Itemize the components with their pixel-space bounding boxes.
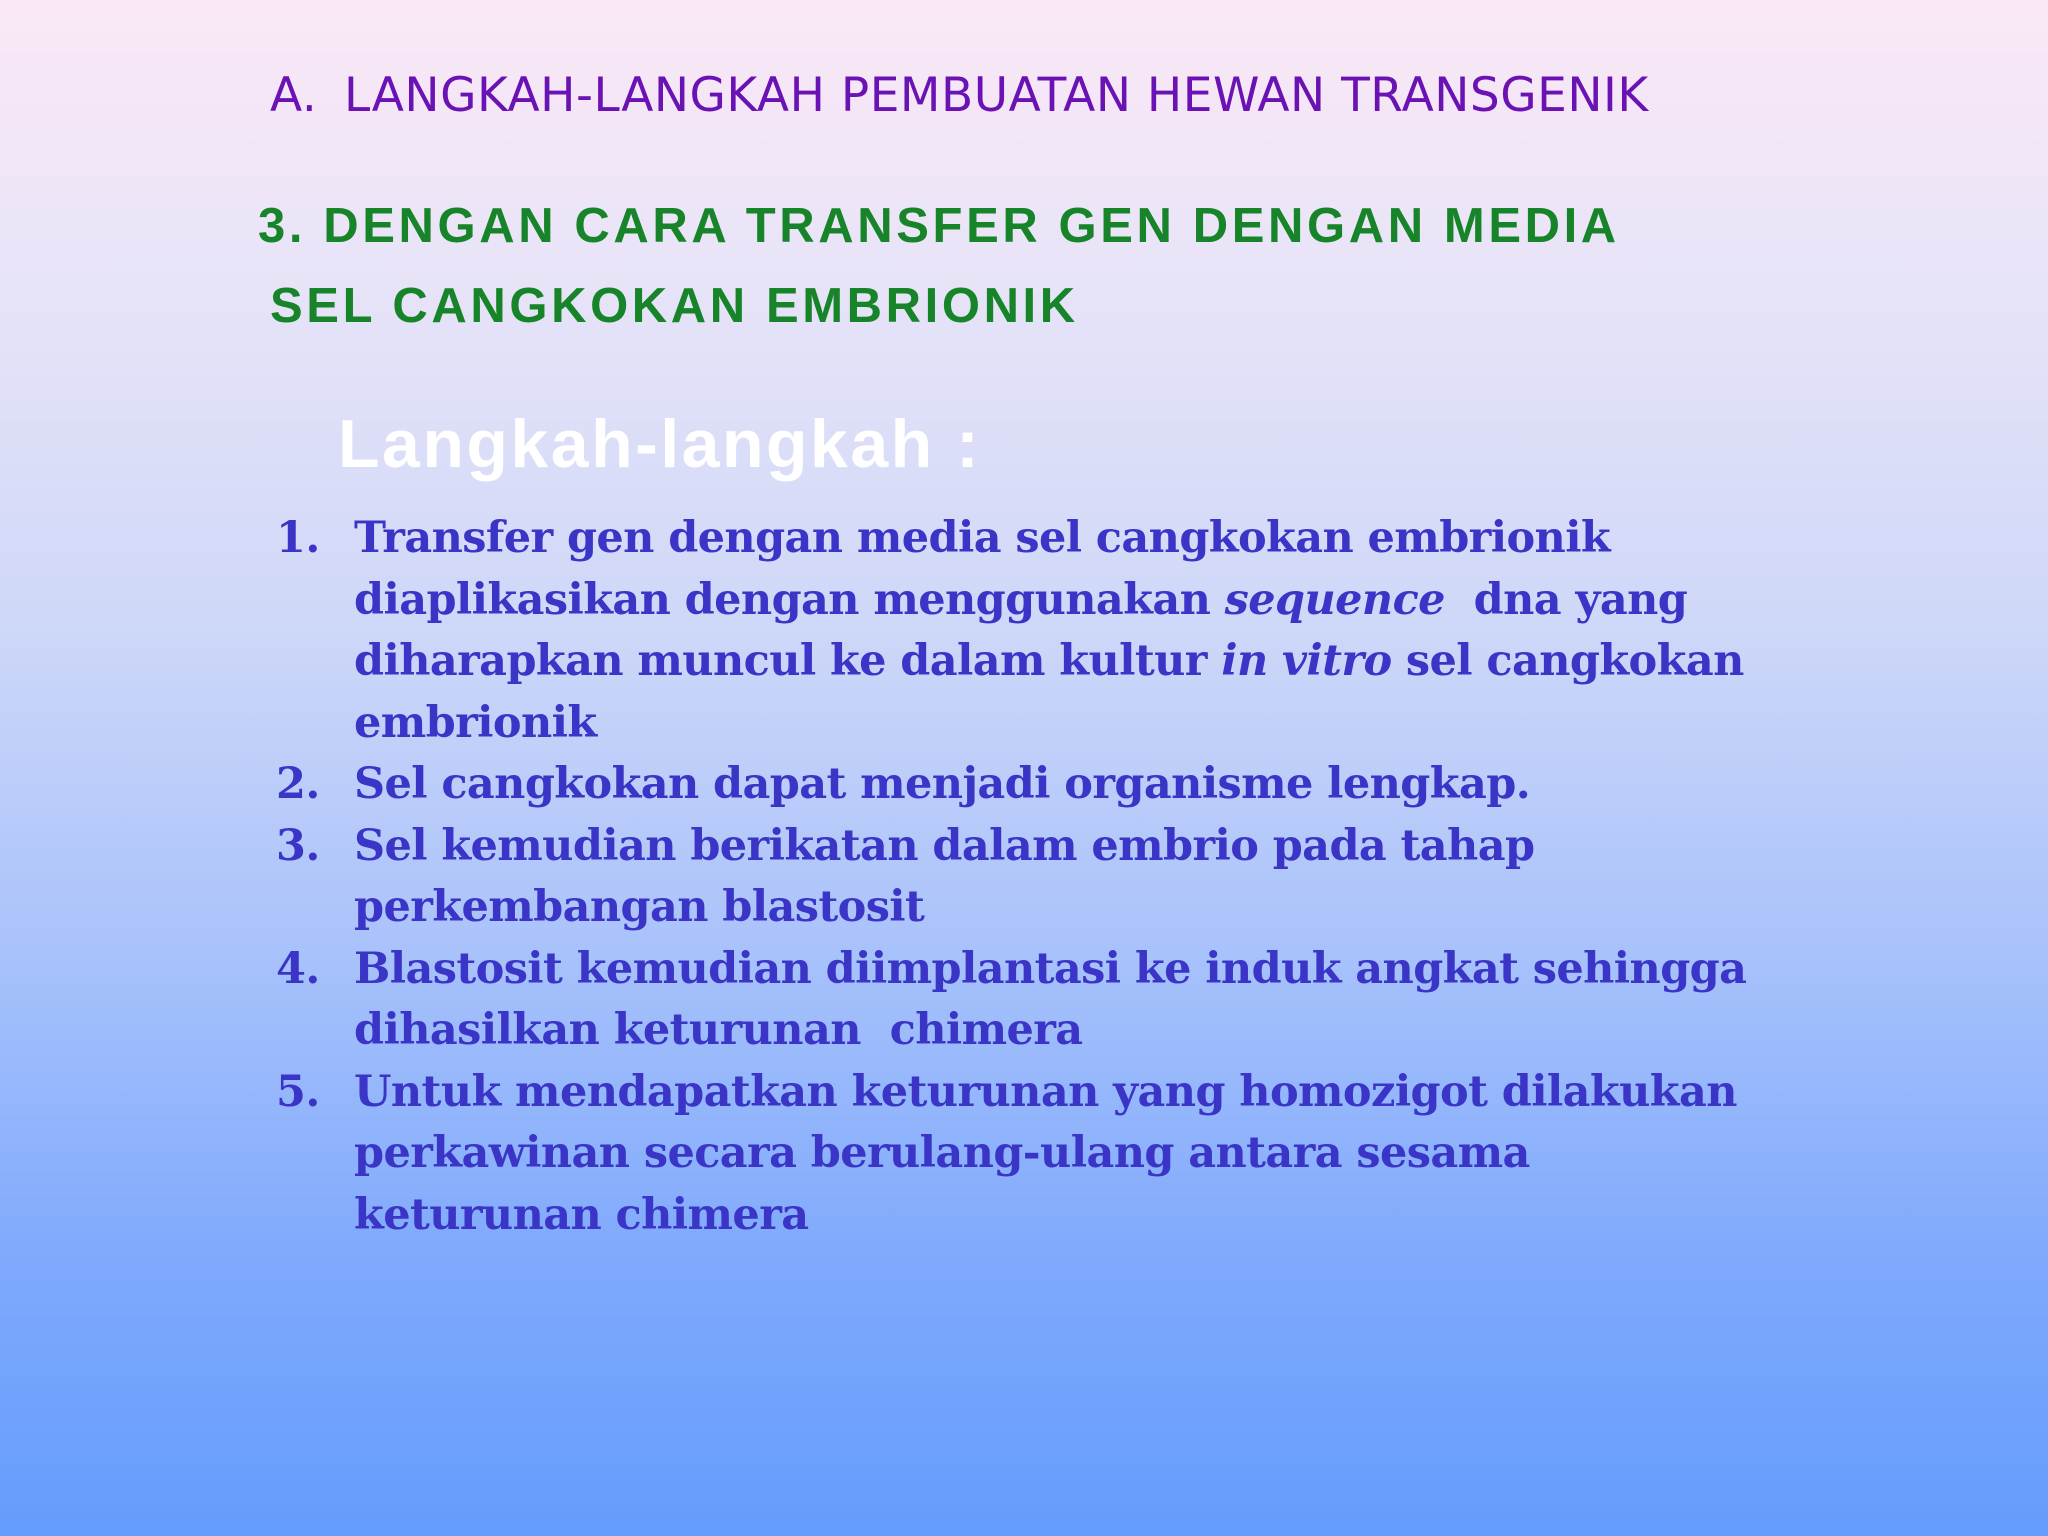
step-text — [354, 816, 1756, 939]
step-line: Sel kemudian berikatan dalam embrio pada tahap — [354, 820, 1535, 871]
step-number: 5. — [276, 1066, 320, 1117]
step-line: dihasilkan keturunan chimera — [354, 1005, 1083, 1055]
step-number: 3. — [276, 820, 320, 871]
section-heading — [270, 68, 1649, 123]
step-line: dna yang — [1444, 574, 1688, 625]
subheading-line-1: 3. DENGAN CARA TRANSFER GEN DENGAN MEDIA — [258, 199, 1620, 253]
step-line: perkawinan secara berulang-ulang antara sesama — [354, 1128, 1530, 1178]
list-item — [276, 816, 1756, 939]
step-line: Transfer gen dengan media sel cangkokan embrionik — [354, 513, 1611, 563]
step-line: diaplikasikan dengan menggunakan — [354, 574, 1225, 625]
step-text — [354, 508, 1756, 754]
step-line: Untuk mendapatkan keturunan yang homozigot dilakukan — [354, 1066, 1737, 1117]
italic-term: sequence — [1224, 574, 1445, 625]
step-number: 4. — [276, 943, 320, 994]
step-number: 1. — [276, 513, 320, 563]
step-text — [354, 939, 1756, 1062]
subheading-line-2: SEL CANGKOKAN EMBRIONIK — [270, 279, 1079, 333]
step-text: Sel cangkokan dapat menjadi organisme lengkap. — [354, 759, 1531, 809]
list-item — [276, 1062, 1756, 1247]
step-text — [354, 1062, 1756, 1247]
list-item — [276, 754, 1756, 816]
italic-term: in vitro — [1221, 636, 1392, 686]
step-line: embrionik — [354, 697, 597, 748]
section-title: LANGKAH-LANGKAH PEMBUATAN HEWAN TRANSGENIK — [344, 68, 1649, 123]
list-item — [276, 939, 1756, 1062]
step-line: perkembangan blastosit — [354, 882, 925, 932]
list-item — [276, 508, 1756, 754]
subheading — [258, 186, 1620, 346]
steps-title: Langkah-langkah : — [338, 406, 982, 482]
step-line: diharapkan muncul ke dalam kultur — [354, 636, 1222, 686]
step-line: Blastosit kemudian diimplantasi ke induk angkat sehingga — [354, 943, 1747, 994]
step-line: sel cangkokan — [1391, 636, 1744, 686]
steps-list — [276, 508, 1756, 1246]
step-line: keturunan chimera — [354, 1189, 809, 1240]
step-number: 2. — [276, 759, 320, 809]
section-letter: A. — [270, 68, 318, 123]
